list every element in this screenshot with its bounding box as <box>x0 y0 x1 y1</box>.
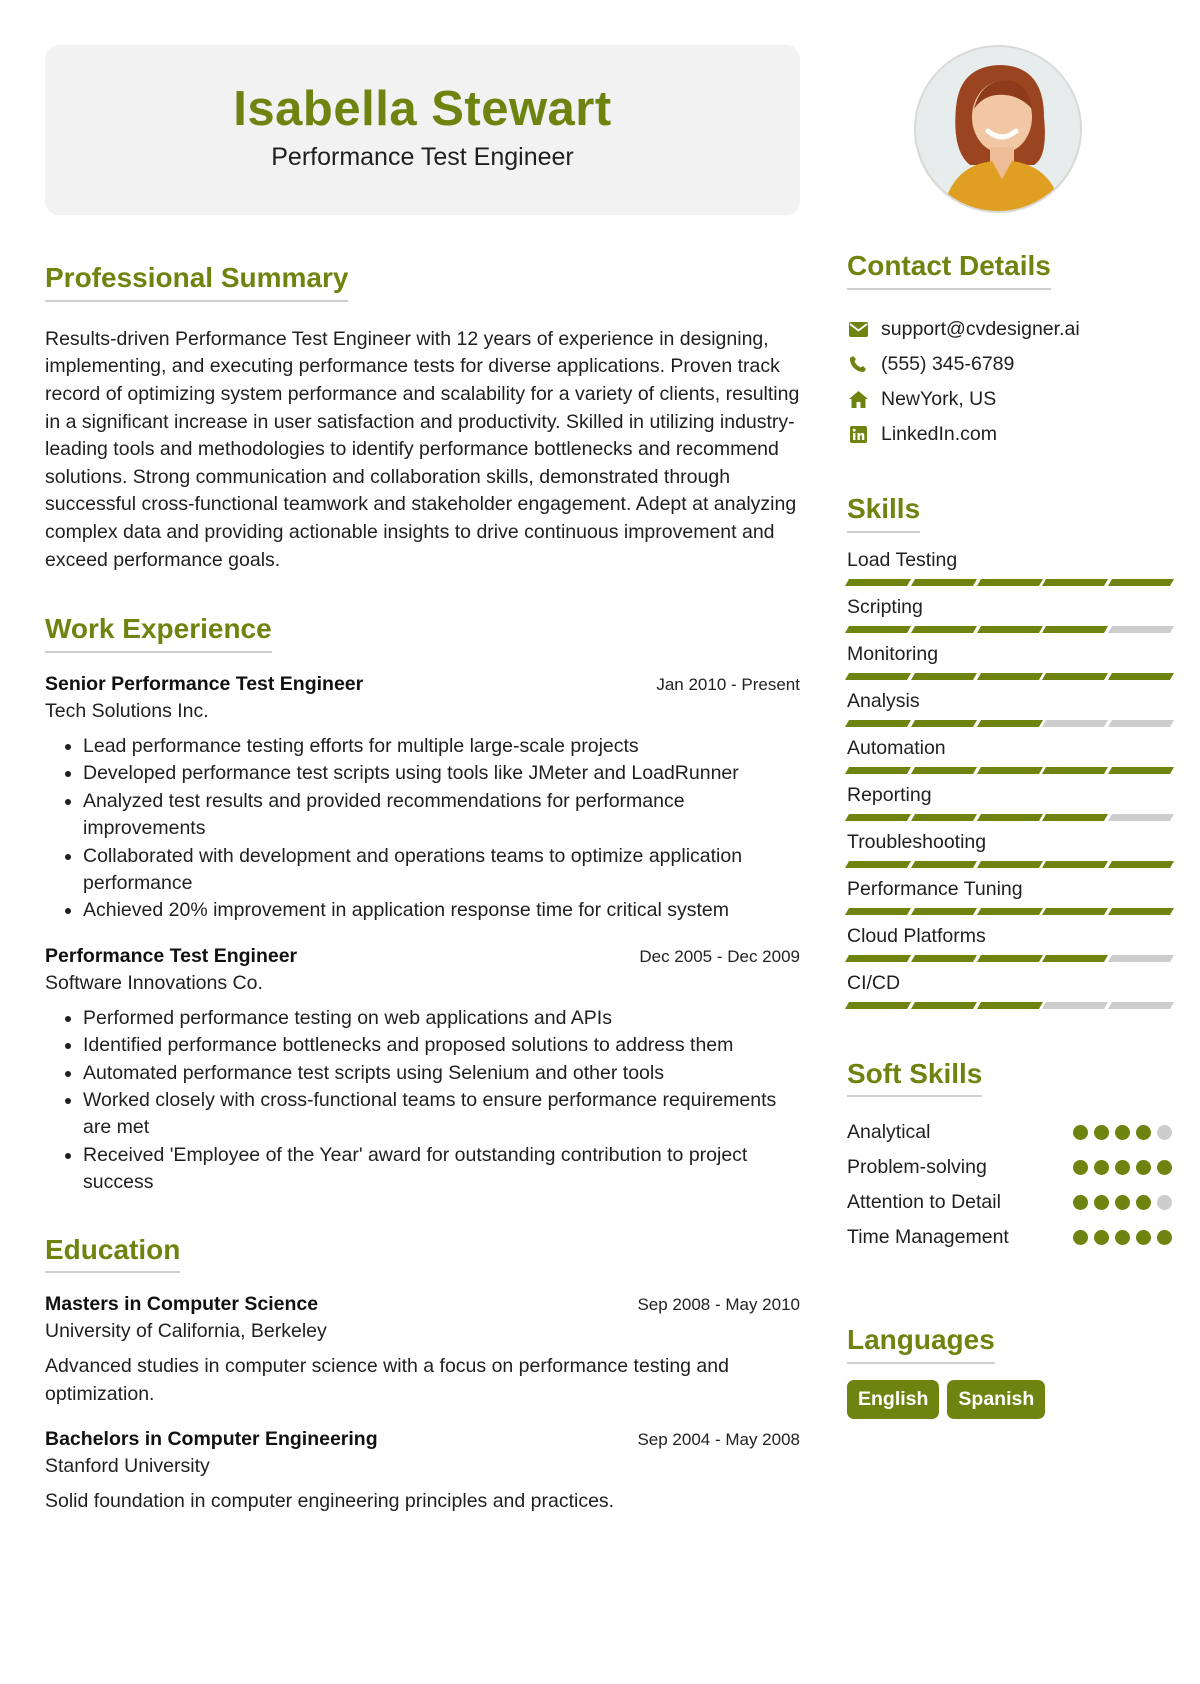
rating-dot <box>1094 1125 1109 1140</box>
skill-name: Troubleshooting <box>847 830 987 853</box>
soft-skill-item <box>847 1220 1172 1255</box>
soft-skill-name: Attention to Detail <box>847 1191 1001 1214</box>
skill-level-segment <box>1108 814 1174 821</box>
skill-level-bar <box>847 908 1172 915</box>
skills-section <box>847 494 1172 1009</box>
job-bullet: • Received 'Employee of the Year' award for outstanding contribution to project success <box>83 1142 800 1197</box>
skill-level-segment <box>845 767 911 774</box>
degree-title: Bachelors in Computer Engineering <box>45 1428 378 1451</box>
skill-level-segment <box>1108 1002 1174 1009</box>
rating-dot <box>1073 1125 1088 1140</box>
skill-item <box>847 782 1172 821</box>
education-date: Sep 2008 - May 2010 <box>637 1295 800 1315</box>
skill-level-segment <box>845 579 911 586</box>
skill-level-bar <box>847 955 1172 962</box>
skill-name: Scripting <box>847 595 923 618</box>
skill-level-segment <box>845 908 911 915</box>
skill-level-segment <box>977 720 1043 727</box>
languages-heading: Languages <box>847 1325 995 1364</box>
job-entry <box>45 673 800 925</box>
skill-level-segment <box>977 861 1043 868</box>
skill-item <box>847 688 1172 727</box>
rating-dot <box>1073 1160 1088 1175</box>
header-card <box>45 45 800 215</box>
skill-level-segment <box>911 767 977 774</box>
school-name: University of California, Berkeley <box>45 1320 327 1343</box>
soft-skills-section <box>847 1059 1172 1256</box>
skill-level-segment <box>1042 814 1108 821</box>
language-tag: English <box>847 1380 939 1419</box>
portrait-illustration <box>916 47 1082 213</box>
rating-dot <box>1115 1195 1130 1210</box>
skill-item <box>847 641 1172 680</box>
sidebar-column <box>847 45 1172 1419</box>
soft-skill-name: Analytical <box>847 1121 931 1144</box>
rating-dot <box>1157 1195 1172 1210</box>
rating-dot <box>1136 1230 1151 1245</box>
skill-level-segment <box>1042 673 1108 680</box>
skill-level-segment <box>977 626 1043 633</box>
education-entry <box>45 1428 800 1515</box>
skill-level-bar <box>847 673 1172 680</box>
skill-level-segment <box>1042 720 1108 727</box>
skill-level-segment <box>977 1002 1043 1009</box>
skill-item <box>847 970 1172 1009</box>
skill-level-segment <box>977 579 1043 586</box>
education-heading: Education <box>45 1235 180 1274</box>
skill-level-segment <box>1042 955 1108 962</box>
linkedin-text: LinkedIn.com <box>881 422 997 445</box>
rating-dot <box>1115 1125 1130 1140</box>
job-bullet: • Analyzed test results and provided recommendations for performance improvements <box>83 788 800 843</box>
soft-skill-item <box>847 1185 1172 1220</box>
rating-dot <box>1094 1195 1109 1210</box>
skill-level-segment <box>1108 673 1174 680</box>
skill-level-segment <box>1108 767 1174 774</box>
job-bullet: • Developed performance test scripts using tools like JMeter and LoadRunner <box>83 760 800 787</box>
rating-dot <box>1094 1160 1109 1175</box>
school-name: Stanford University <box>45 1455 210 1478</box>
job-title: Senior Performance Test Engineer <box>45 672 364 695</box>
phone-icon <box>847 353 869 375</box>
job-bullets <box>45 733 800 925</box>
soft-skill-rating <box>1073 1160 1172 1175</box>
location-text: NewYork, US <box>881 387 997 410</box>
skill-name: Analysis <box>847 689 920 712</box>
skill-level-bar <box>847 579 1172 586</box>
skill-level-segment <box>1108 908 1174 915</box>
candidate-name: Isabella Stewart <box>233 82 612 136</box>
skill-level-segment <box>911 814 977 821</box>
rating-dot <box>1073 1195 1088 1210</box>
job-date: Jan 2010 - Present <box>656 674 800 694</box>
soft-skill-rating <box>1073 1125 1172 1140</box>
work-section <box>45 614 800 1196</box>
skill-level-segment <box>1042 908 1108 915</box>
skill-level-segment <box>911 673 977 680</box>
skill-level-bar <box>847 814 1172 821</box>
soft-skill-name: Problem-solving <box>847 1156 987 1179</box>
skill-name: Reporting <box>847 783 932 806</box>
skill-level-segment <box>845 626 911 633</box>
skill-name: Cloud Platforms <box>847 924 986 947</box>
contact-section <box>847 251 1172 452</box>
skill-level-segment <box>1042 626 1108 633</box>
skill-level-segment <box>1108 861 1174 868</box>
rating-dot <box>1136 1160 1151 1175</box>
job-bullet: • Identified performance bottlenecks and proposed solutions to address them <box>83 1032 800 1059</box>
skill-item <box>847 923 1172 962</box>
languages-section <box>847 1325 1172 1419</box>
skill-item <box>847 594 1172 633</box>
job-bullet: • Lead performance testing efforts for multiple large-scale projects <box>83 733 800 760</box>
skill-item <box>847 547 1172 586</box>
education-section <box>45 1235 800 1516</box>
education-entry <box>45 1293 800 1408</box>
profile-photo <box>914 45 1082 213</box>
skill-level-bar <box>847 720 1172 727</box>
skill-level-segment <box>1042 861 1108 868</box>
skill-level-segment <box>1108 720 1174 727</box>
rating-dot <box>1157 1125 1172 1140</box>
soft-skill-rating <box>1073 1230 1172 1245</box>
job-title: Performance Test Engineer <box>45 944 298 967</box>
rating-dot <box>1157 1160 1172 1175</box>
skill-name: Load Testing <box>847 548 958 571</box>
job-bullet: • Worked closely with cross-functional teams to ensure performance requirements are met <box>83 1087 800 1142</box>
soft-skill-item <box>847 1150 1172 1185</box>
skill-item <box>847 829 1172 868</box>
contact-heading: Contact Details <box>847 251 1051 290</box>
skill-level-bar <box>847 1002 1172 1009</box>
skill-level-bar <box>847 861 1172 868</box>
skill-item <box>847 735 1172 774</box>
job-company: Tech Solutions Inc. <box>45 699 209 722</box>
contact-phone[interactable] <box>847 347 1172 382</box>
skill-level-bar <box>847 626 1172 633</box>
skill-level-segment <box>1108 626 1174 633</box>
email-text: support@cvdesigner.ai <box>881 317 1080 340</box>
skills-heading: Skills <box>847 494 920 533</box>
soft-skill-name: Time Management <box>847 1226 1009 1249</box>
skill-level-bar <box>847 767 1172 774</box>
job-bullet: • Performed performance testing on web applications and APIs <box>83 1005 800 1032</box>
main-column <box>45 45 800 1516</box>
rating-dot <box>1136 1125 1151 1140</box>
soft-skill-rating <box>1073 1195 1172 1210</box>
skill-level-segment <box>1108 579 1174 586</box>
skill-name: Performance Tuning <box>847 877 1023 900</box>
skill-level-segment <box>911 579 977 586</box>
skill-name: CI/CD <box>847 971 901 994</box>
skill-level-segment <box>845 720 911 727</box>
education-description: Solid foundation in computer engineering principles and practices. <box>45 1490 615 1513</box>
envelope-icon <box>847 318 869 340</box>
skill-level-segment <box>977 767 1043 774</box>
skill-level-segment <box>977 814 1043 821</box>
work-heading: Work Experience <box>45 614 272 653</box>
soft-skills-heading: Soft Skills <box>847 1059 982 1098</box>
skill-level-segment <box>977 908 1043 915</box>
education-description: Advanced studies in computer science with a focus on performance testing and optimization. <box>45 1355 729 1405</box>
skill-level-segment <box>911 720 977 727</box>
rating-dot <box>1115 1230 1130 1245</box>
rating-dot <box>1094 1230 1109 1245</box>
job-bullet: • Collaborated with development and operations teams to optimize application performance <box>83 843 800 898</box>
job-entry <box>45 945 800 1197</box>
rating-dot <box>1073 1230 1088 1245</box>
skill-name: Monitoring <box>847 642 939 665</box>
skill-level-segment <box>911 626 977 633</box>
skill-level-segment <box>977 955 1043 962</box>
phone-text: (555) 345-6789 <box>881 352 1015 375</box>
job-bullets <box>45 1005 800 1197</box>
language-tag: Spanish <box>947 1380 1045 1419</box>
contact-email[interactable] <box>847 312 1172 347</box>
skill-level-segment <box>911 955 977 962</box>
linkedin-icon <box>847 423 869 445</box>
skill-level-segment <box>845 1002 911 1009</box>
rating-dot <box>1136 1195 1151 1210</box>
skill-level-segment <box>845 861 911 868</box>
skill-level-segment <box>845 673 911 680</box>
job-bullet: • Automated performance test scripts using Selenium and other tools <box>83 1060 800 1087</box>
skill-level-segment <box>1042 1002 1108 1009</box>
skill-level-segment <box>1108 955 1174 962</box>
job-bullet: • Achieved 20% improvement in application response time for critical system <box>83 897 800 924</box>
skill-level-segment <box>911 1002 977 1009</box>
home-icon <box>847 388 869 410</box>
skill-level-segment <box>911 908 977 915</box>
skill-item <box>847 876 1172 915</box>
job-date: Dec 2005 - Dec 2009 <box>639 946 800 966</box>
skill-level-segment <box>977 673 1043 680</box>
summary-text: Results-driven Performance Test Engineer with 12 years of experience in designing, implementing, and executing performance tests for diverse applications. Proven track record of optimizing system performance and scalability for a variety of clients, resulting in a significant increase in user satisfaction and productivity. Skilled in utilizing industry-leading tools and methodologies to identify performance bottlenecks and recommend solutions. Strong communication and collaboration skills, demonstrated through successful cross-functional teamwork and stakeholder engagement. Adept at analyzing complex data and providing actionable insights to drive continuous improvement and exceed performance goals. <box>45 327 800 571</box>
contact-location <box>847 382 1172 417</box>
education-date: Sep 2004 - May 2008 <box>637 1430 800 1450</box>
summary-section <box>45 263 800 574</box>
rating-dot <box>1115 1160 1130 1175</box>
contact-linkedin[interactable] <box>847 417 1172 452</box>
candidate-title: Performance Test Engineer <box>271 142 574 171</box>
skill-level-segment <box>911 861 977 868</box>
skill-level-segment <box>1042 767 1108 774</box>
job-company: Software Innovations Co. <box>45 971 263 994</box>
rating-dot <box>1157 1230 1172 1245</box>
soft-skill-item <box>847 1115 1172 1150</box>
skill-name: Automation <box>847 736 946 759</box>
summary-heading: Professional Summary <box>45 263 348 302</box>
degree-title: Masters in Computer Science <box>45 1293 319 1316</box>
skill-level-segment <box>1042 579 1108 586</box>
skill-level-segment <box>845 814 911 821</box>
skill-level-segment <box>845 955 911 962</box>
